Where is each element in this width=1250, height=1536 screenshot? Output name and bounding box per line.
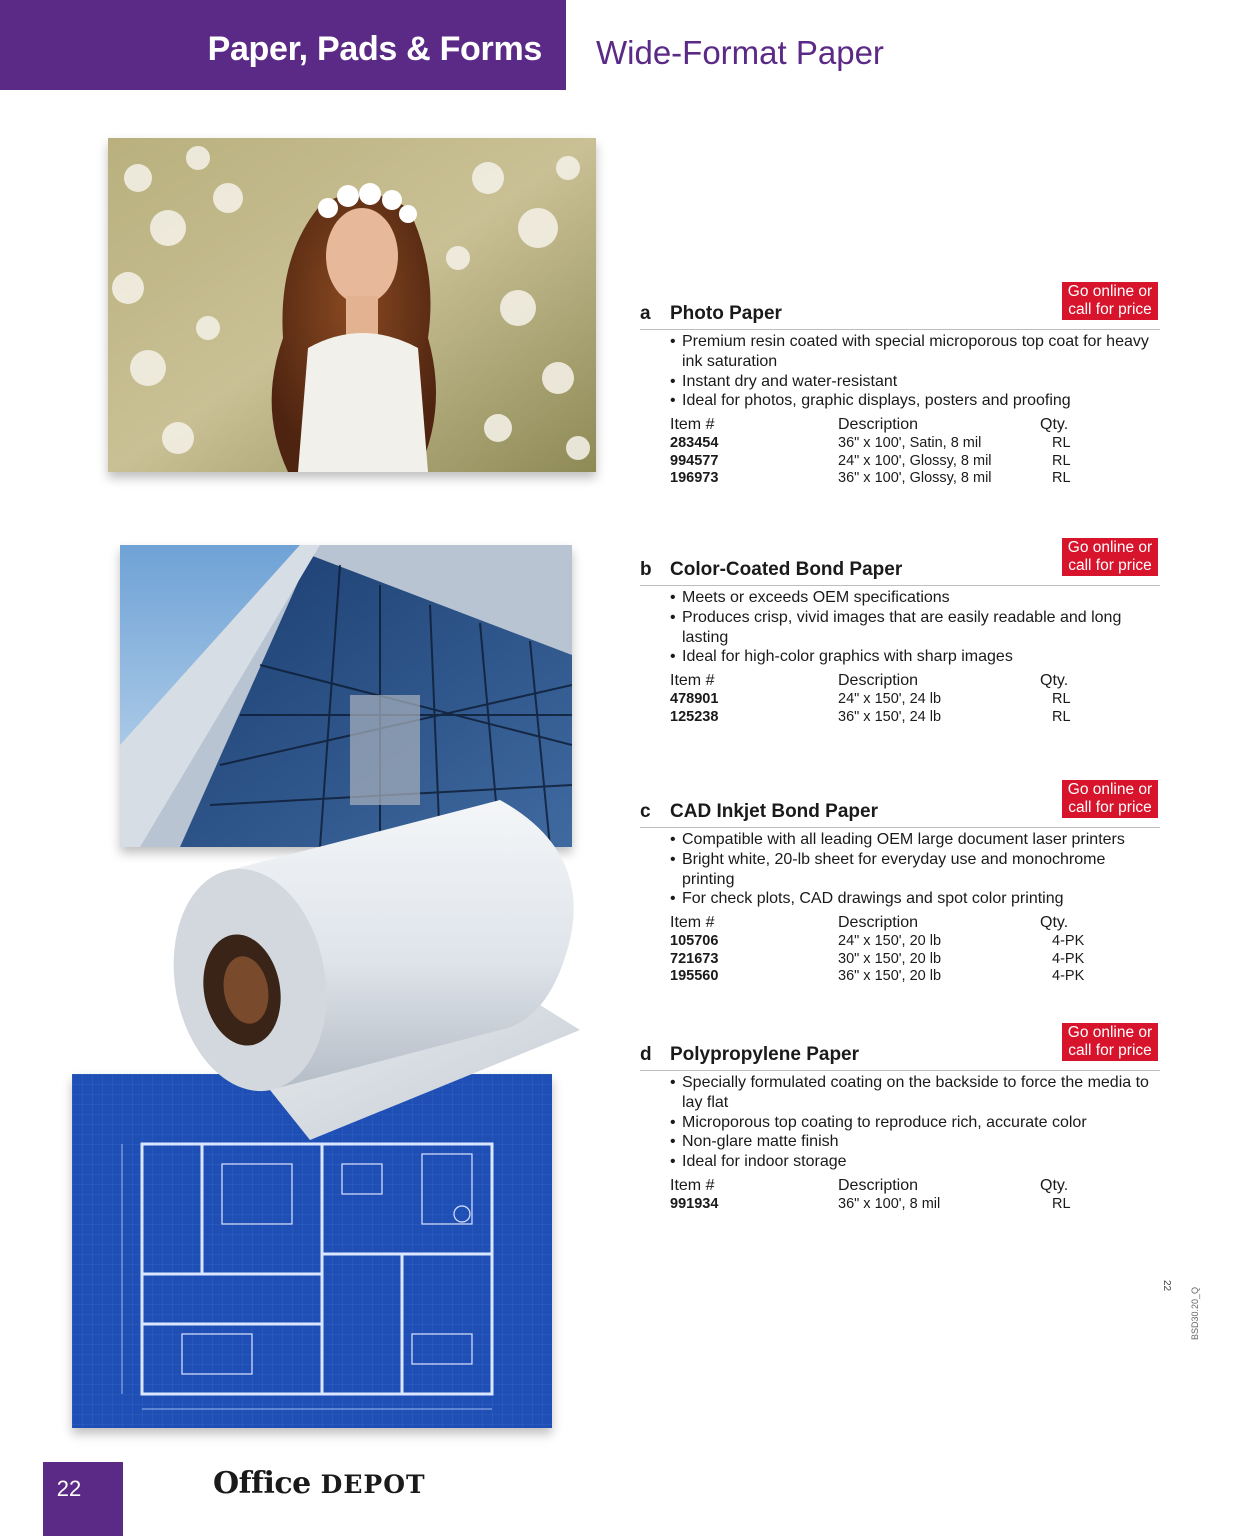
- feature-item: • Bright white, 20-lb sheet for everyday use and monochrome printing: [670, 850, 1160, 890]
- item-qty: 4-PK: [1052, 968, 1085, 985]
- product-letter: a: [640, 303, 651, 324]
- office-depot-logo: [213, 1466, 426, 1501]
- product-polypropylene: [640, 1023, 1160, 1213]
- column-header: Item #: [670, 416, 715, 434]
- item-table: [670, 1176, 1160, 1214]
- feature-item: • Ideal for indoor storage: [670, 1152, 1160, 1172]
- column-header: Item #: [670, 1176, 715, 1194]
- price-badge-line: Go online or: [1067, 539, 1153, 556]
- column-header: Item #: [670, 914, 715, 932]
- table-row: [670, 691, 1160, 709]
- feature-item: • Premium resin coated with special microporous top coat for heavy ink saturation: [670, 332, 1160, 372]
- item-number: 283454: [670, 435, 719, 452]
- price-badge[interactable]: [1062, 282, 1158, 320]
- feature-item: • Compatible with all leading OEM large document laser printers: [670, 830, 1160, 850]
- product-title: CAD Inkjet Bond Paper: [670, 801, 878, 822]
- table-row: [670, 470, 1160, 488]
- item-qty: RL: [1052, 691, 1071, 708]
- section-title: Paper, Pads & Forms: [207, 30, 542, 68]
- column-header: Qty.: [1040, 1176, 1069, 1194]
- product-letter: b: [640, 559, 652, 580]
- item-description: 30" x 150', 20 lb: [838, 950, 942, 967]
- product-title-row: [640, 780, 1160, 828]
- item-table: [670, 671, 1160, 726]
- table-row: [670, 968, 1160, 986]
- catalog-code: BSD30.20_Q: [1190, 1286, 1200, 1340]
- table-header: [670, 671, 1160, 691]
- price-badge-line: Go online or: [1067, 283, 1153, 300]
- item-number: 195560: [670, 968, 719, 985]
- logo-word: DEPOT: [320, 1470, 426, 1499]
- table-row: [670, 951, 1160, 969]
- page-number-box: [43, 1462, 123, 1536]
- item-qty: RL: [1052, 452, 1071, 469]
- item-table: [670, 913, 1160, 986]
- product-color-coated-bond: [640, 538, 1160, 726]
- feature-list: [670, 1073, 1160, 1172]
- product-title: Photo Paper: [670, 303, 782, 324]
- item-number: 994577: [670, 452, 719, 469]
- feature-list: [670, 830, 1160, 909]
- column-header: Item #: [670, 672, 715, 690]
- item-description: 36" x 100', Glossy, 8 mil: [838, 470, 992, 487]
- table-row: [670, 933, 1160, 951]
- product-letter: c: [640, 801, 651, 822]
- product-letter: d: [640, 1044, 652, 1065]
- table-row: [670, 709, 1160, 727]
- item-description: 24" x 150', 20 lb: [838, 933, 942, 950]
- feature-item: • For check plots, CAD drawings and spot color printing: [670, 889, 1160, 909]
- column-header: Description: [838, 1176, 919, 1194]
- item-table: [670, 415, 1160, 488]
- page-title: Wide-Format Paper: [596, 34, 884, 71]
- feature-item: • Ideal for high-color graphics with sharp images: [670, 647, 1160, 667]
- product-title-row: [640, 282, 1160, 330]
- item-description: 24" x 100', Glossy, 8 mil: [838, 452, 992, 469]
- item-number: 721673: [670, 950, 719, 967]
- feature-item: • Specially formulated coating on the backside to force the media to lay flat: [670, 1073, 1160, 1113]
- column-header: Qty.: [1040, 914, 1069, 932]
- feature-item: • Produces crisp, vivid images that are easily readable and long lasting: [670, 608, 1160, 648]
- side-page-number: 22: [1161, 1280, 1172, 1292]
- item-description: 36" x 150', 24 lb: [838, 708, 942, 725]
- item-number: 196973: [670, 470, 719, 487]
- table-row: [670, 1196, 1160, 1214]
- price-badge-line: call for price: [1068, 557, 1152, 574]
- item-description: 36" x 100', Satin, 8 mil: [838, 435, 982, 452]
- feature-list: [670, 588, 1160, 667]
- logo-word: Office: [213, 1466, 311, 1501]
- item-qty: RL: [1052, 708, 1071, 725]
- price-badge-line: Go online or: [1067, 781, 1153, 798]
- product-title-row: [640, 538, 1160, 586]
- price-badge-line: Go online or: [1067, 1024, 1153, 1041]
- table-header: [670, 913, 1160, 933]
- feature-item: • Ideal for photos, graphic displays, posters and proofing: [670, 391, 1160, 411]
- item-description: 24" x 150', 24 lb: [838, 691, 942, 708]
- item-number: 125238: [670, 708, 719, 725]
- header-banner: [0, 0, 566, 90]
- product-title: Color-Coated Bond Paper: [670, 559, 903, 580]
- column-header: Qty.: [1040, 416, 1069, 434]
- price-badge[interactable]: [1062, 1023, 1158, 1061]
- item-qty: 4-PK: [1052, 950, 1085, 967]
- item-number: 478901: [670, 691, 719, 708]
- column-header: Qty.: [1040, 672, 1069, 690]
- item-qty: RL: [1052, 1195, 1071, 1212]
- woman-with-flowers-photo: [108, 138, 596, 472]
- column-header: Description: [838, 914, 919, 932]
- column-header: Description: [838, 416, 919, 434]
- item-number: 105706: [670, 933, 719, 950]
- column-header: Description: [838, 672, 919, 690]
- feature-item: • Meets or exceeds OEM specifications: [670, 588, 1160, 608]
- page-number: 22: [56, 1476, 82, 1501]
- price-badge-line: call for price: [1068, 799, 1152, 816]
- item-qty: RL: [1052, 435, 1071, 452]
- price-badge-line: call for price: [1068, 301, 1152, 318]
- product-title-row: [640, 1023, 1160, 1071]
- item-qty: 4-PK: [1052, 933, 1085, 950]
- product-cad-inkjet-bond: [640, 780, 1160, 986]
- paper-roll-image: [170, 790, 590, 1150]
- price-badge[interactable]: [1062, 538, 1158, 576]
- price-badge-line: call for price: [1068, 1042, 1152, 1059]
- table-header: [670, 1176, 1160, 1196]
- table-header: [670, 415, 1160, 435]
- item-description: 36" x 150', 20 lb: [838, 968, 942, 985]
- price-badge[interactable]: [1062, 780, 1158, 818]
- feature-item: • Microporous top coating to reproduce rich, accurate color: [670, 1113, 1160, 1133]
- product-title: Polypropylene Paper: [670, 1044, 860, 1065]
- feature-item: • Non-glare matte finish: [670, 1132, 1160, 1152]
- product-photo-paper: [640, 282, 1160, 488]
- table-row: [670, 453, 1160, 471]
- feature-list: [670, 332, 1160, 411]
- feature-item: • Instant dry and water-resistant: [670, 372, 1160, 392]
- item-number: 991934: [670, 1195, 719, 1212]
- table-row: [670, 435, 1160, 453]
- item-description: 36" x 100', 8 mil: [838, 1195, 941, 1212]
- item-qty: RL: [1052, 470, 1071, 487]
